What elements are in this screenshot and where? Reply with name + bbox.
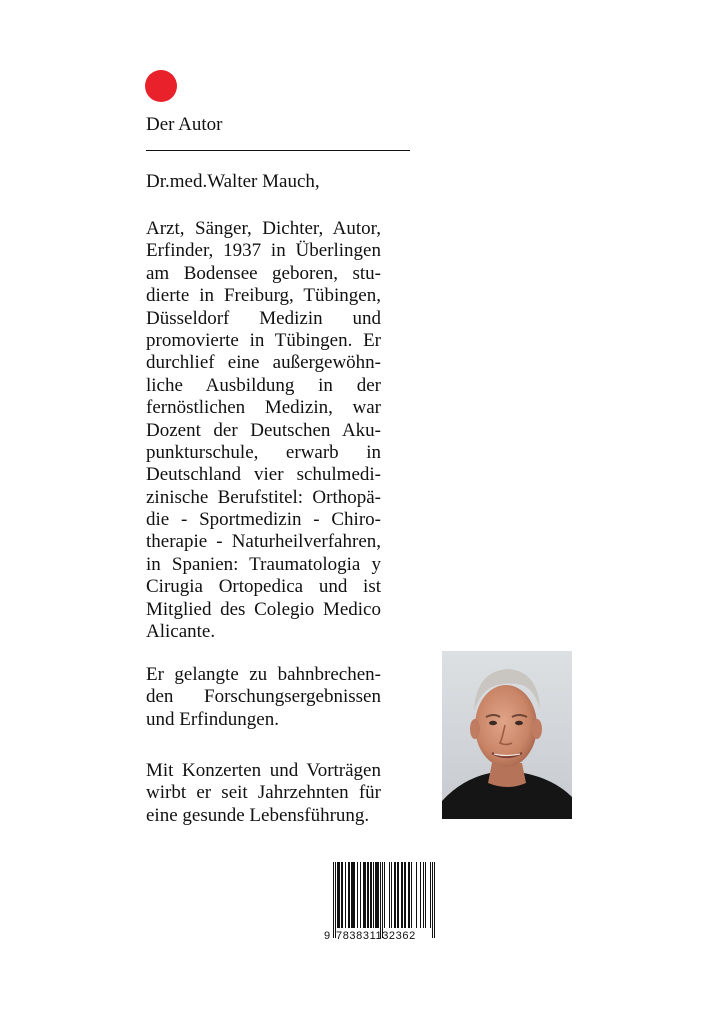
barcode-bar xyxy=(357,862,358,928)
bio-paragraph-1 xyxy=(146,218,381,643)
barcode-bar xyxy=(411,862,412,928)
barcode-bar xyxy=(335,862,336,938)
title-divider xyxy=(146,150,410,151)
barcode-bar xyxy=(345,862,346,928)
barcode-bar xyxy=(337,862,340,928)
text-line: Mitglied des Colegio Medico xyxy=(146,598,381,620)
text-line: wirbt er seit Jahrzehnten für xyxy=(146,782,381,804)
text-line: therapie - Naturheilverfahren, xyxy=(146,531,381,553)
barcode-bar xyxy=(404,862,406,928)
barcode-bar xyxy=(394,862,396,928)
text-line: promovierte in Tübingen. Er xyxy=(146,329,381,351)
text-line: in Spanien: Traumatologia y xyxy=(146,553,381,575)
author-name: Dr.med.Walter Mauch, xyxy=(146,171,320,192)
text-line: Erfinder, 1937 in Überlingen xyxy=(146,240,381,262)
barcode-bar xyxy=(373,862,374,928)
barcode-number: 783831132362 xyxy=(336,930,416,942)
text-line: dierte in Freiburg, Tübingen, xyxy=(146,285,381,307)
text-line: fernöstlichen Medizin, war xyxy=(146,397,381,419)
text-line: Arzt, Sänger, Dichter, Autor, xyxy=(146,218,381,239)
bio-paragraph-2 xyxy=(146,664,381,731)
barcode-bar xyxy=(432,862,433,938)
barcode-bar xyxy=(416,862,417,928)
barcode-bar xyxy=(391,862,392,928)
text-line: Deutschland vier schulmedi- xyxy=(146,464,381,486)
barcode-bar xyxy=(420,862,421,928)
barcode-bar xyxy=(367,862,369,928)
bio-paragraph-3 xyxy=(146,760,381,827)
barcode-bar xyxy=(351,862,355,928)
barcode-bar xyxy=(423,862,424,928)
barcode-bar xyxy=(341,862,343,928)
barcode-bar xyxy=(397,862,399,928)
text-line: Düsseldorf Medizin und xyxy=(146,307,381,329)
text-line: liche Ausbildung in der xyxy=(146,374,381,396)
barcode-bar xyxy=(348,862,350,928)
barcode-bar xyxy=(380,862,381,938)
section-title: Der Autor xyxy=(146,114,223,135)
barcode-bar xyxy=(389,862,390,928)
barcode-bar xyxy=(430,862,431,928)
barcode-bar xyxy=(333,862,334,938)
barcode-bar xyxy=(360,862,361,928)
text-line: und Erfindungen. xyxy=(146,708,279,730)
text-line: Alicante. xyxy=(146,621,216,643)
barcode-bar xyxy=(384,862,385,928)
barcode-bar xyxy=(408,862,410,928)
text-line: punkturschule, erwarb in xyxy=(146,441,381,463)
text-line: zinische Berufstitel: Orthopä- xyxy=(146,486,381,508)
barcode-bar xyxy=(363,862,366,928)
text-line: die - Sportmedizin - Chiro- xyxy=(146,509,381,531)
text-line: eine gesunde Lebensführung. xyxy=(146,804,370,826)
red-dot-icon xyxy=(145,70,177,102)
barcode-bar xyxy=(401,862,403,928)
barcode-bar xyxy=(425,862,426,928)
text-line: Cirugia Ortopedica und ist xyxy=(146,576,381,598)
text-line: Mit Konzerten und Vorträgen xyxy=(146,760,381,781)
barcode-bar xyxy=(382,862,383,938)
text-line: am Bodensee geboren, stu- xyxy=(146,262,381,284)
text-line: durchlief eine außergewöhn- xyxy=(146,352,381,374)
barcode-bar xyxy=(434,862,435,938)
barcode-first-digit: 9 xyxy=(324,930,331,942)
text-line: den Forschungsergebnissen xyxy=(146,686,381,708)
barcode-bar xyxy=(370,862,372,928)
author-portrait-image xyxy=(442,651,572,819)
barcode-bar xyxy=(375,862,379,928)
text-line: Dozent der Deutschen Aku- xyxy=(146,419,381,441)
text-line: Er gelangte zu bahnbrechen- xyxy=(146,664,381,685)
